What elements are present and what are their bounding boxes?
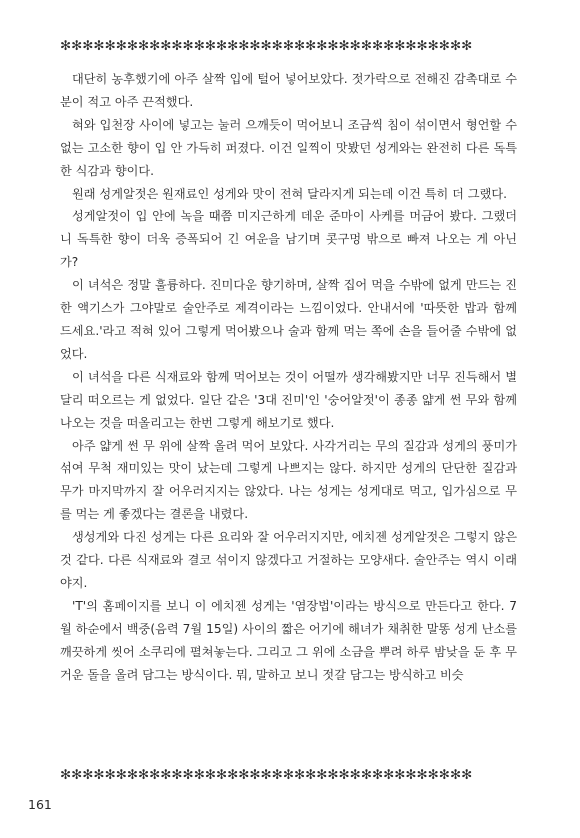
paragraph-6: 이 녀석을 다른 식재료와 함께 먹어보는 것이 어떨까 생각해봤지만 너무 진득해서 별 달리 떠오르는 게 없었다. 일단 같은 '3대 진미'인 '숭어알젓'이 종종 얇게 썬 무와 함께 나오는 것을 떠올리고는 한번 그렇게 해보기로 했다.: [60, 369, 517, 430]
paragraph-1: 대단히 농후했기에 아주 살짝 입에 털어 넣어보았다. 젓가락으로 전해진 감촉대로 수분이 적고 아주 끈적했다.: [60, 72, 517, 109]
paragraph-2: 혀와 입천장 사이에 넣고는 눌러 으깨듯이 먹어보니 조금씩 침이 섞이면서 형언할 수 없는 고소한 향이 입 안 가득히 퍼졌다. 이건 일찍이 맛봤던 성게와는 완전히 다른 독특한 식감과 향이다.: [60, 117, 517, 178]
paragraph-4: 성게알젓이 입 안에 녹을 때쯤 미지근하게 데운 준마이 사케를 머금어 봤다. 그랬더니 독특한 향이 더욱 증폭되어 긴 여운을 남기며 콧구멍 밖으로 빠져 나오는 게 아닌가?: [60, 209, 517, 270]
paragraph-5: 이 녀석은 정말 훌륭하다. 진미다운 향기하며, 살짝 집어 먹을 수밖에 없게 만드는 진한 액기스가 그야말로 술안주로 제격이라는 느낌이었다. 안내서에 '따뜻한 밥과 함께 드세요.'라고 적혀 있어 그렇게 먹어봤으나 술과 함께 먹는 쪽에 손을 들어줄 수밖에 없었다.: [60, 278, 517, 361]
decorative-border-top: ✻✻✻✻✻✻✻✻✻✻✻✻✻✻✻✻✻✻✻✻✻✻✻✻✻✻✻✻✻✻✻✻✻✻✻✻✻: [60, 39, 473, 54]
page-number: 161: [28, 797, 52, 812]
paragraph-9: 'T'의 홈페이지를 보니 이 에치젠 성게는 '염장법'이라는 방식으로 만든다고 한다. 7월 하순에서 백중(음력 7월 15일) 사이의 짧은 어기에 해녀가 채취한 말똥 성게 난소를 깨끗하게 씻어 소쿠리에 펼쳐놓는다. 그리고 그 위에 소금을 뿌려 하루 밤낮을 둔 후 무거운 돌을 올려 담그는 방식이다. 뭐, 말하고 보니 젓갈 담그는 방식하고 비슷: [60, 598, 517, 682]
paragraph-7: 아주 얇게 썬 무 위에 살짝 올려 먹어 보았다. 사각거리는 무의 질감과 성게의 풍미가 섞여 무척 재미있는 맛이 났는데 그렇게 나쁘지는 않다. 하지만 성게의 단단한 질감과 무가 마지막까지 잘 어우러지지는 않았다. 나는 성게는 성게대로 먹고, 입가심으로 무를 먹는 게 좋겠다는 결론을 내렸다.: [60, 438, 517, 522]
decorative-border-bottom: ✻✻✻✻✻✻✻✻✻✻✻✻✻✻✻✻✻✻✻✻✻✻✻✻✻✻✻✻✻✻✻✻✻✻✻✻✻: [60, 768, 473, 783]
paragraph-3: 원래 성게알젓은 원재료인 성게와 맛이 전혀 달라지게 되는데 이건 특히 더 그랬다.: [72, 186, 508, 201]
paragraph-8: 생성게와 다진 성게는 다른 요리와 잘 어우러지지만, 에치젠 성게알젓은 그렇지 않은 것 같다. 다른 식재료와 결코 섞이지 않겠다고 거절하는 모양새다. 술안주는 역시 이래야지.: [60, 530, 517, 590]
body-text: [60, 68, 517, 686]
